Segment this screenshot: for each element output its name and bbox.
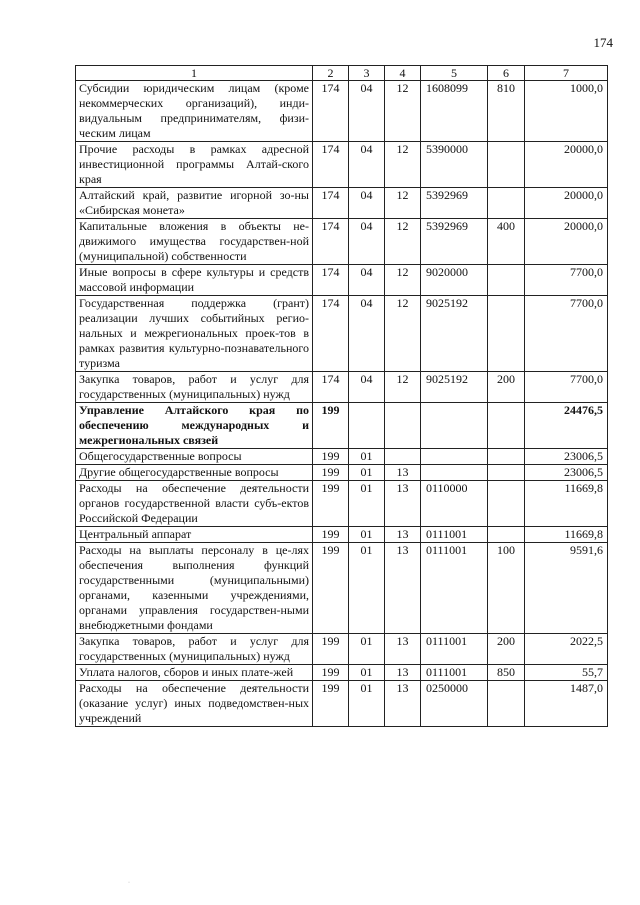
table-body <box>76 81 608 727</box>
target-article-cell: 0110000 <box>421 481 488 527</box>
amount-cell: 55,7 <box>525 665 608 681</box>
admin-code-cell: 174 <box>313 296 349 372</box>
subsection-cell: 13 <box>385 481 421 527</box>
expense-type-cell <box>488 296 525 372</box>
target-article-cell: 9025192 <box>421 372 488 403</box>
section-cell: 01 <box>349 681 385 727</box>
page-number: 174 <box>593 35 613 50</box>
header-cell-3: 3 <box>349 66 385 81</box>
admin-code-cell: 199 <box>313 543 349 634</box>
expense-type-cell <box>488 449 525 465</box>
target-article-cell: 0111001 <box>421 665 488 681</box>
section-cell: 01 <box>349 481 385 527</box>
target-article-cell: 0111001 <box>421 527 488 543</box>
target-article-cell: 0111001 <box>421 634 488 665</box>
expense-type-cell <box>488 681 525 727</box>
amount-cell: 24476,5 <box>525 403 608 449</box>
expense-type-cell: 200 <box>488 372 525 403</box>
table-row <box>76 265 608 296</box>
name-cell: Расходы на обеспечение деятельности (оказание услуг) иных подведомствен-ных учреждений <box>76 681 313 727</box>
subsection-cell: 12 <box>385 372 421 403</box>
target-article-cell: 9025192 <box>421 296 488 372</box>
section-cell: 04 <box>349 296 385 372</box>
section-cell: 04 <box>349 219 385 265</box>
expense-type-cell <box>488 142 525 188</box>
target-article-cell: 5392969 <box>421 219 488 265</box>
header-cell-7: 7 <box>525 66 608 81</box>
table-row <box>76 543 608 634</box>
name-cell: Уплата налогов, сборов и иных плате-жей <box>76 665 313 681</box>
target-article-cell: 0111001 <box>421 543 488 634</box>
table-row <box>76 142 608 188</box>
table-row <box>76 634 608 665</box>
table-row <box>76 665 608 681</box>
section-cell: 01 <box>349 449 385 465</box>
target-article-cell: 5392969 <box>421 188 488 219</box>
section-cell: 01 <box>349 527 385 543</box>
header-cell-2: 2 <box>313 66 349 81</box>
admin-code-cell: 199 <box>313 403 349 449</box>
admin-code-cell: 174 <box>313 188 349 219</box>
admin-code-cell: 199 <box>313 449 349 465</box>
table-row <box>76 188 608 219</box>
amount-cell: 20000,0 <box>525 219 608 265</box>
section-cell: 01 <box>349 543 385 634</box>
expense-type-cell <box>488 188 525 219</box>
name-cell: Прочие расходы в рамках адресной инвестиционной программы Алтай-ского края <box>76 142 313 188</box>
section-cell: 01 <box>349 634 385 665</box>
header-cell-4: 4 <box>385 66 421 81</box>
admin-code-cell: 174 <box>313 219 349 265</box>
section-cell: 04 <box>349 188 385 219</box>
expense-type-cell: 400 <box>488 219 525 265</box>
subsection-cell: 13 <box>385 681 421 727</box>
name-cell: Центральный аппарат <box>76 527 313 543</box>
amount-cell: 11669,8 <box>525 527 608 543</box>
amount-cell: 9591,6 <box>525 543 608 634</box>
name-cell: Субсидии юридическим лицам (кроме некоммерческих организаций), инди-видуальным предпринимателям, физи-ческим лицам <box>76 81 313 142</box>
table-row <box>76 465 608 481</box>
target-article-cell: 0250000 <box>421 681 488 727</box>
target-article-cell <box>421 449 488 465</box>
expense-type-cell <box>488 527 525 543</box>
name-cell: Расходы на обеспечение деятельности органов государственной власти субъ-ектов Российской Федерации <box>76 481 313 527</box>
expense-type-cell <box>488 403 525 449</box>
section-cell: 04 <box>349 265 385 296</box>
admin-code-cell: 199 <box>313 634 349 665</box>
section-cell: 04 <box>349 81 385 142</box>
budget-table <box>75 65 608 727</box>
expense-type-cell: 850 <box>488 665 525 681</box>
subsection-cell <box>385 449 421 465</box>
table-row <box>76 81 608 142</box>
table-row <box>76 372 608 403</box>
subsection-cell: 12 <box>385 188 421 219</box>
subsection-cell: 13 <box>385 465 421 481</box>
expense-type-cell <box>488 265 525 296</box>
admin-code-cell: 174 <box>313 142 349 188</box>
expense-type-cell: 100 <box>488 543 525 634</box>
subsection-cell: 12 <box>385 142 421 188</box>
admin-code-cell: 199 <box>313 481 349 527</box>
target-article-cell <box>421 465 488 481</box>
target-article-cell: 5390000 <box>421 142 488 188</box>
admin-code-cell: 174 <box>313 265 349 296</box>
amount-cell: 1487,0 <box>525 681 608 727</box>
admin-code-cell: 199 <box>313 465 349 481</box>
expense-type-cell <box>488 481 525 527</box>
name-cell: Иные вопросы в сфере культуры и средств массовой информации <box>76 265 313 296</box>
name-cell: Расходы на выплаты персоналу в це-лях обеспечения выполнения функций государственными (муниципальными) органами, казенными учреждениями, органами управления государствен-ными внебюджетными фондами <box>76 543 313 634</box>
name-cell: Общегосударственные вопросы <box>76 449 313 465</box>
amount-cell: 20000,0 <box>525 188 608 219</box>
subsection-cell: 13 <box>385 527 421 543</box>
target-article-cell <box>421 403 488 449</box>
subsection-cell: 12 <box>385 81 421 142</box>
amount-cell: 20000,0 <box>525 142 608 188</box>
header-row <box>76 66 608 81</box>
header-cell-5: 5 <box>421 66 488 81</box>
table-row <box>76 681 608 727</box>
expense-type-cell <box>488 465 525 481</box>
admin-code-cell: 199 <box>313 665 349 681</box>
header-cell-6: 6 <box>488 66 525 81</box>
name-cell: Государственная поддержка (грант) реализации лучших событийных регио-нальных и межрегиональных проек-тов в рамках развития культурно-познавательного туризма <box>76 296 313 372</box>
amount-cell: 7700,0 <box>525 372 608 403</box>
section-cell: 04 <box>349 142 385 188</box>
admin-code-cell: 199 <box>313 527 349 543</box>
amount-cell: 23006,5 <box>525 449 608 465</box>
target-article-cell: 9020000 <box>421 265 488 296</box>
amount-cell: 1000,0 <box>525 81 608 142</box>
table-row <box>76 403 608 449</box>
section-cell: 04 <box>349 372 385 403</box>
amount-cell: 23006,5 <box>525 465 608 481</box>
amount-cell: 7700,0 <box>525 265 608 296</box>
subsection-cell: 12 <box>385 265 421 296</box>
table-row <box>76 449 608 465</box>
name-cell: Капитальные вложения в объекты не-движимого имущества государствен-ной (муниципальной) собственности <box>76 219 313 265</box>
table-row <box>76 219 608 265</box>
subsection-cell: 12 <box>385 296 421 372</box>
subsection-cell <box>385 403 421 449</box>
header-cell-1: 1 <box>76 66 313 81</box>
subsection-cell: 12 <box>385 219 421 265</box>
name-cell: Закупка товаров, работ и услуг для государственных (муниципальных) нужд <box>76 372 313 403</box>
name-cell: Управление Алтайского края по обеспечению международных и межрегиональных связей <box>76 403 313 449</box>
name-cell: Закупка товаров, работ и услуг для государственных (муниципальных) нужд <box>76 634 313 665</box>
amount-cell: 7700,0 <box>525 296 608 372</box>
amount-cell: 11669,8 <box>525 481 608 527</box>
section-cell <box>349 403 385 449</box>
admin-code-cell: 174 <box>313 372 349 403</box>
subsection-cell: 13 <box>385 543 421 634</box>
admin-code-cell: 174 <box>313 81 349 142</box>
target-article-cell: 1608099 <box>421 81 488 142</box>
table-row <box>76 527 608 543</box>
scan-mark: · <box>128 880 130 886</box>
section-cell: 01 <box>349 665 385 681</box>
amount-cell: 2022,5 <box>525 634 608 665</box>
name-cell: Другие общегосударственные вопросы <box>76 465 313 481</box>
admin-code-cell: 199 <box>313 681 349 727</box>
name-cell: Алтайский край, развитие игорной зо-ны «Сибирская монета» <box>76 188 313 219</box>
expense-type-cell: 200 <box>488 634 525 665</box>
expense-type-cell: 810 <box>488 81 525 142</box>
subsection-cell: 13 <box>385 665 421 681</box>
table-row <box>76 296 608 372</box>
subsection-cell: 13 <box>385 634 421 665</box>
table-row <box>76 481 608 527</box>
section-cell: 01 <box>349 465 385 481</box>
